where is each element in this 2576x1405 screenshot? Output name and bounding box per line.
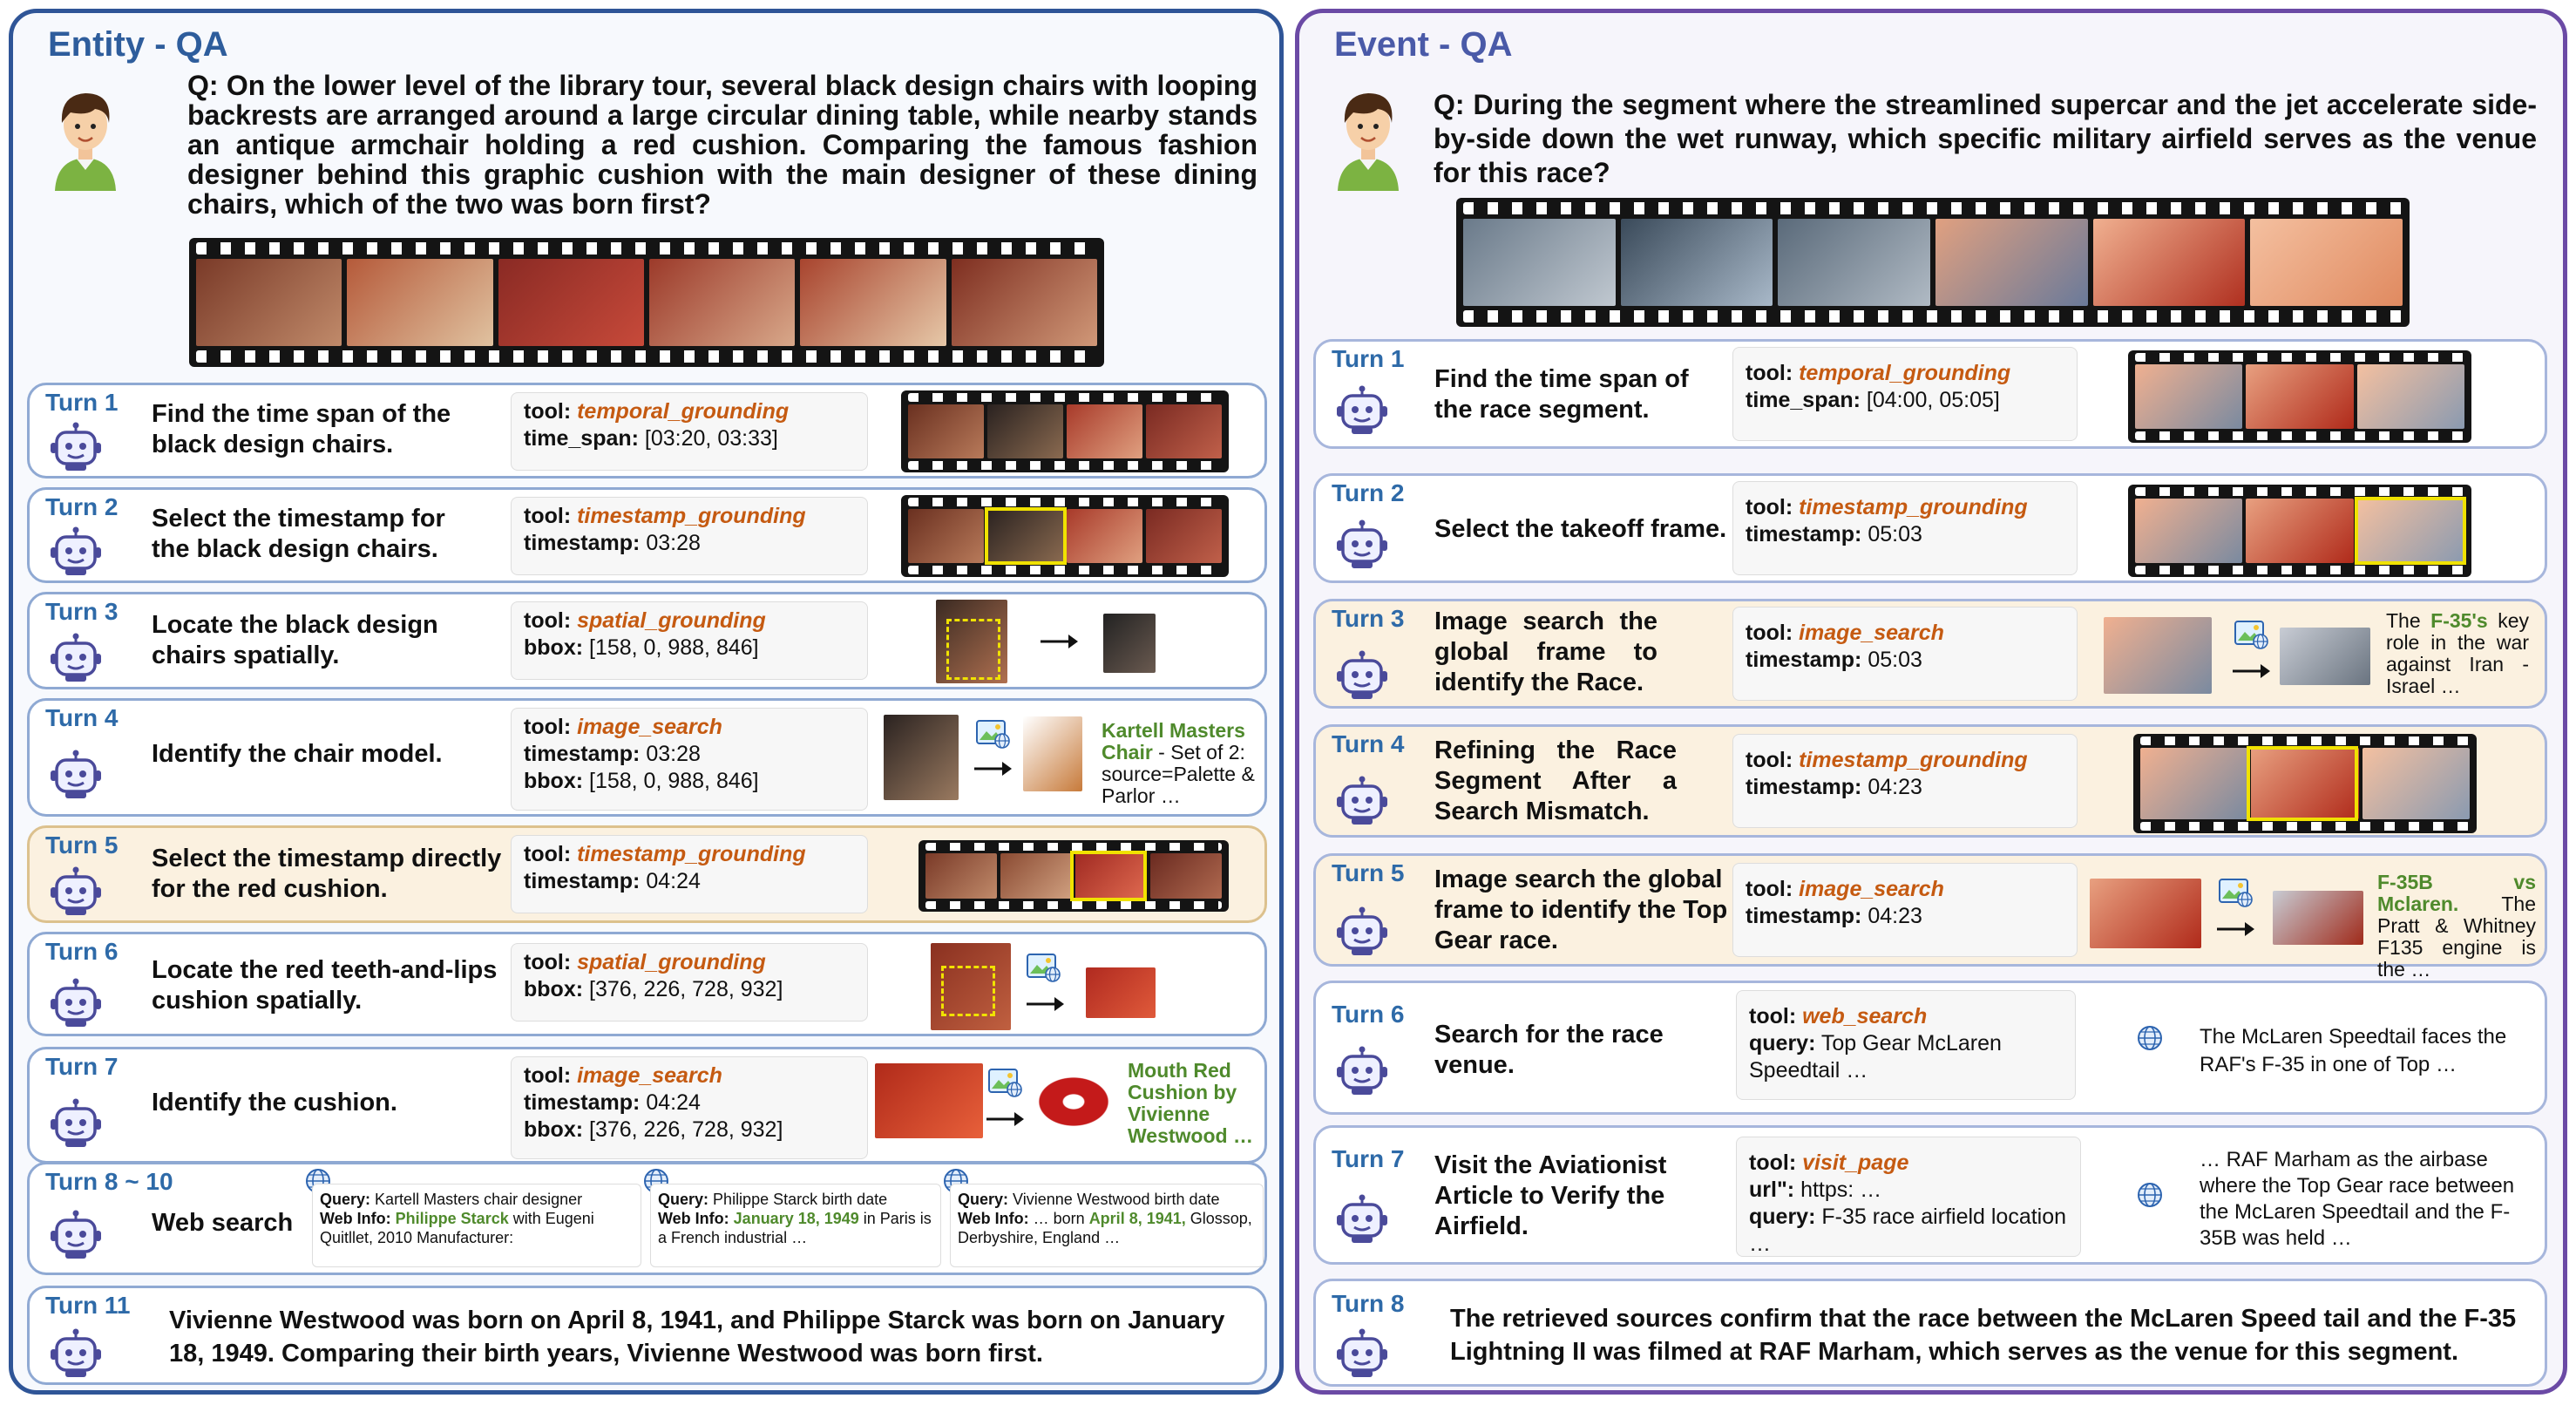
panel-title: Event - QA [1334, 25, 1513, 64]
turn-label: Turn 2 [45, 493, 119, 520]
turn-7-card [27, 1047, 1267, 1164]
turn-6-card [1313, 981, 2547, 1115]
user-avatar-icon [1332, 83, 1404, 191]
image-search-icon [988, 1069, 1023, 1098]
result-filmstrip [2128, 485, 2471, 577]
tool-call-box: tool: timestamp_grounding timestamp: 05:03 [1732, 481, 2078, 575]
search-result-text: … RAF Marham as the airbase where the Top Gear race between the McLaren Speedtail and the F-35B was held … [2200, 1148, 2515, 1250]
turn-label: Turn 2 [1332, 479, 1405, 506]
turn-label: Turn 11 [45, 1292, 131, 1319]
turn-6-card [27, 932, 1267, 1036]
selected-frame-highlight [985, 507, 1067, 565]
arrow-icon [1025, 995, 1065, 1013]
turn-description: Image search the global frame to identify the Race. [1434, 607, 1657, 696]
turn-description: Identify the cushion. [152, 1089, 397, 1117]
tool-call-box: tool: timestamp_grounding timestamp: 04:24 [511, 835, 868, 913]
turn-2-card [27, 487, 1267, 583]
arrow-icon [973, 760, 1013, 777]
robot-icon [49, 633, 103, 683]
robot-icon [1335, 1328, 1389, 1379]
turn-description: Select the takeoff frame. [1434, 515, 1727, 543]
tool-call-box: tool: image_search timestamp: 04:23 [1732, 863, 2078, 957]
turn-label: Turn 5 [45, 831, 119, 859]
crop-thumbnail [875, 1063, 983, 1138]
arrow-icon [2231, 662, 2271, 680]
question-text: Q: On the lower level of the library tour, several black design chairs with looping backrests are arranged around a large circular dining table, while nearby stands an antique armchair holding a red cushion. Comparing the famous fashion designer behind this graphic cushion with the main designer of these dining chairs, which of the two was born first? [187, 70, 1257, 220]
turn-8-card [1313, 1279, 2547, 1387]
turn-label: Turn 3 [1332, 605, 1405, 632]
turn-1-card [27, 383, 1267, 479]
turn-label: Turn 4 [1332, 730, 1405, 757]
robot-icon [49, 526, 103, 577]
tool-call-box: tool: timestamp_grounding timestamp: 04:23 [1732, 734, 2078, 828]
turn-description: Select the timestamp for the black design chairs. [152, 505, 445, 563]
turn-description: Search for the race venue. [1434, 1021, 1664, 1079]
web-search-result-1: Query: Kartell Masters chair designer Web Info: Philippe Starck with Eugeni Quitllet, 2010 Manufacturer: [312, 1184, 641, 1267]
bbox-highlight [941, 966, 995, 1016]
arrow-icon [2215, 920, 2255, 938]
turn-8-10-card [27, 1162, 1267, 1275]
arrow-icon [1039, 633, 1079, 650]
robot-icon [1335, 906, 1389, 957]
turn-description: Select the timestamp directly for the red cushion. [152, 845, 502, 903]
turn-label: Turn 8 [1332, 1290, 1405, 1317]
frame-thumbnail [884, 715, 959, 800]
turn-label: Turn 4 [45, 704, 119, 731]
tool-call-box: tool: image_search timestamp: 04:24 bbox: [376, 226, 728, 932] [511, 1056, 868, 1159]
tool-call-box: tool: image_search timestamp: 05:03 [1732, 607, 2078, 701]
final-answer: The retrieved sources confirm that the race between the McLaren Speed tail and the F-35 Lightning II was filmed at RAF Marham, which serves as the venue for this segment. [1450, 1305, 2517, 1366]
globe-icon [2137, 1025, 2163, 1051]
tool-call-box: tool: spatial_grounding bbox: [376, 226, 728, 932] [511, 943, 868, 1022]
robot-icon [49, 1098, 103, 1149]
video-filmstrip [189, 238, 1104, 367]
turn-label: Turn 5 [1332, 859, 1405, 886]
result-thumbnail [1034, 1074, 1114, 1130]
tool-call-box: tool: spatial_grounding bbox: [158, 0, 988, 846] [511, 601, 868, 680]
turn-label: Turn 7 [1332, 1145, 1405, 1172]
crop-thumbnail [1103, 614, 1156, 673]
search-result-text: F-35B vs Mclaren. The Pratt & Whitney F135 engine is the … [2377, 871, 2536, 981]
robot-icon [1335, 519, 1389, 570]
turn-4-card [27, 698, 1267, 817]
turn-label: Turn 1 [45, 389, 119, 416]
question-text: Q: During the segment where the streamlined supercar and the jet accelerate side-by-side down the wet runway, which specific military airfield serves as the venue for this race? [1434, 89, 2537, 188]
tool-call-box: tool: visit_page url": https: … query: F-35 race airfield location … [1736, 1137, 2081, 1257]
search-result-text: Kartell Masters Chair - Set of 2: source=Palette & Parlor … [1102, 719, 1255, 807]
robot-icon [49, 750, 103, 800]
turn-description: Find the time span of the black design chairs. [152, 400, 451, 458]
robot-icon [1335, 1046, 1389, 1096]
result-filmstrip [901, 390, 1229, 472]
result-filmstrip [2128, 350, 2471, 443]
turn-description: Locate the red teeth-and-lips cushion spatially. [152, 956, 498, 1015]
entity-qa-panel [9, 9, 1284, 1395]
selected-frame-highlight [2247, 746, 2358, 821]
turn-label: Turn 6 [1332, 1001, 1405, 1028]
result-thumbnail [1023, 716, 1082, 791]
result-filmstrip [901, 495, 1229, 577]
turn-2-card [1313, 473, 2547, 583]
web-search-result-2: Query: Philippe Starck birth date Web Info: January 18, 1949 in Paris is a French industrial … [650, 1184, 941, 1267]
turn-label: Turn 3 [45, 598, 119, 625]
turn-3-card [27, 592, 1267, 689]
frame-thumbnail [2104, 617, 2212, 694]
robot-icon [49, 422, 103, 472]
turn-description: Image search the global frame to identify the Top Gear race. [1434, 865, 1728, 954]
arrow-icon [985, 1110, 1025, 1128]
event-qa-panel [1295, 9, 2567, 1395]
image-search-icon [1027, 954, 1061, 983]
result-thumbnail [2273, 891, 2363, 945]
turn-description: Visit the Aviationist Article to Verify the Airfield. [1434, 1151, 1667, 1240]
search-result-text: The McLaren Speedtail faces the RAF's F-35 in one of Top … [2200, 1025, 2507, 1076]
turn-1-card [1313, 339, 2547, 449]
robot-icon [1335, 1194, 1389, 1245]
image-search-icon [2219, 879, 2254, 908]
turn-label: Turn 6 [45, 938, 119, 965]
robot-icon [1335, 776, 1389, 826]
robot-icon [1335, 385, 1389, 436]
robot-icon [49, 978, 103, 1028]
turn-11-card [27, 1286, 1267, 1385]
search-result-text: Mouth Red Cushion by Vivienne Westwood … [1128, 1059, 1253, 1147]
result-filmstrip [919, 840, 1229, 912]
turn-label: Turn 1 [1332, 345, 1405, 372]
robot-icon [1335, 650, 1389, 701]
panel-title: Entity - QA [48, 25, 228, 64]
result-thumbnail [2280, 628, 2370, 685]
turn-3-card [1313, 599, 2547, 709]
image-search-icon [976, 720, 1011, 750]
turn-description: Locate the black design chairs spatially. [152, 611, 438, 669]
frame-thumbnail [2090, 879, 2201, 948]
selected-frame-highlight [2355, 497, 2466, 565]
tool-call-box: tool: image_search timestamp: 03:28 bbox: [158, 0, 988, 846] [511, 708, 868, 811]
turn-label: Turn 8 ~ 10 [45, 1168, 173, 1195]
tool-call-box: tool: temporal_grounding time_span: [04:00, 05:05] [1732, 347, 2078, 441]
user-avatar-icon [50, 83, 121, 191]
tool-call-box: tool: web_search query: Top Gear McLaren Speedtail … [1736, 990, 2076, 1100]
crop-thumbnail [1086, 967, 1156, 1018]
video-filmstrip [1456, 198, 2410, 327]
turn-4-card [1313, 724, 2547, 838]
turn-description: Web search [152, 1209, 294, 1237]
turn-7-card [1313, 1125, 2547, 1265]
turn-5-card [27, 825, 1267, 923]
bbox-highlight [946, 619, 1000, 680]
globe-icon [2137, 1182, 2163, 1208]
turn-description: Identify the chair model. [152, 740, 443, 768]
robot-icon [49, 866, 103, 917]
turn-label: Turn 7 [45, 1053, 119, 1080]
turn-5-card [1313, 853, 2547, 981]
image-search-icon [2234, 621, 2269, 650]
robot-icon [49, 1210, 103, 1260]
tool-call-box: tool: timestamp_grounding timestamp: 03:28 [511, 497, 868, 575]
web-search-result-3: Query: Vivienne Westwood birth date Web Info: … born April 8, 1941, Glossop, Derbyshire, England … [950, 1184, 1264, 1267]
result-filmstrip [2133, 734, 2477, 833]
search-result-text: The F-35's key role in the war against Iran - Israel … [2386, 609, 2529, 697]
selected-frame-highlight [1070, 851, 1147, 901]
tool-call-box: tool: temporal_grounding time_span: [03:20, 03:33] [511, 392, 868, 471]
turn-description: Refining the Race Segment After a Search Mismatch. [1434, 736, 1677, 825]
robot-icon [49, 1328, 103, 1379]
final-answer: Vivienne Westwood was born on April 8, 1941, and Philippe Starck was born on January 18, 1949. Comparing their birth years, Vivienne Westwood was born first. [169, 1307, 1225, 1368]
turn-description: Find the time span of the race segment. [1434, 365, 1689, 424]
